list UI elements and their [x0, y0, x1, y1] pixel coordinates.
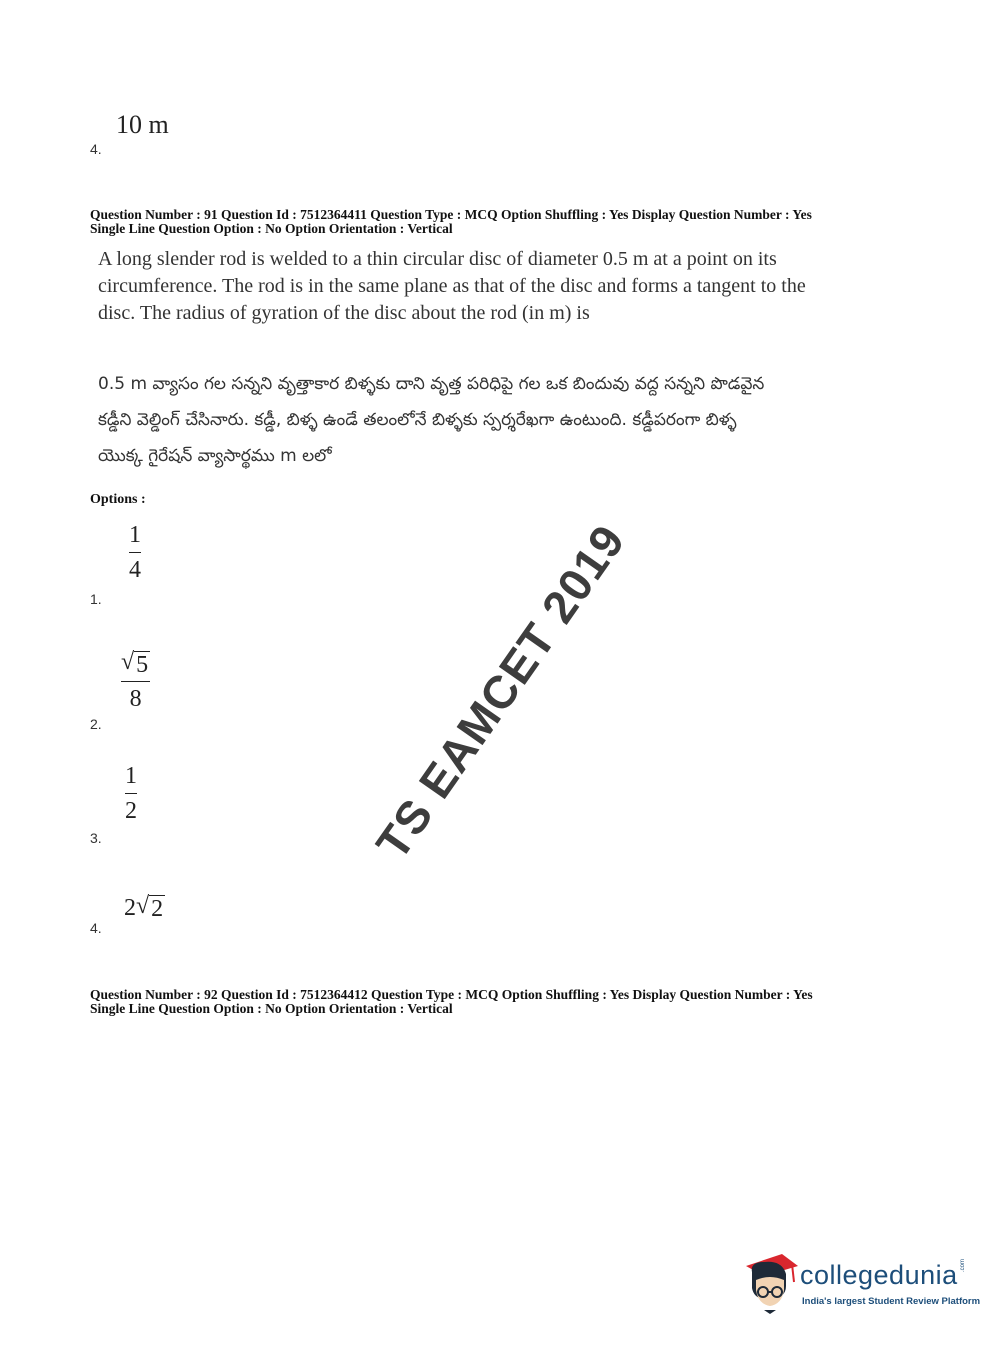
- q91-english-text: [98, 246, 898, 327]
- option-1-numerator: 1: [129, 522, 141, 548]
- option-2-fraction: [121, 648, 150, 713]
- option-3-number: 3.: [90, 830, 102, 846]
- option-3-fraction: [125, 762, 137, 825]
- sqrt-icon: √: [121, 649, 135, 675]
- q91-meta-line1: Question Number : 91 Question Id : 7512364411 Question Type : MCQ Option Shuffling : Yes Display Question Number : Yes: [90, 207, 812, 222]
- option-3-denominator: 2: [125, 798, 137, 824]
- option-2-radicand: 5: [136, 652, 149, 678]
- option-2-denominator: 8: [129, 686, 142, 712]
- option-4-number: 4.: [90, 920, 102, 936]
- option-2-number: 2.: [90, 716, 102, 732]
- q91-telugu-text: [98, 366, 898, 474]
- option-4-coefficient: 2: [124, 895, 136, 921]
- option-3-numerator: 1: [125, 763, 137, 789]
- option-1-denominator: 4: [129, 557, 141, 583]
- sqrt-icon: √: [136, 893, 150, 919]
- option-2-sqrt: [121, 648, 150, 678]
- q91-english-line: circumference. The rod is in the same plane as that of the disc and forms a tangent to the: [98, 275, 806, 297]
- q91-telugu-line: కడ్డీని వెల్డింగ్ చేసినారు. కడ్డీ, బిళ్ళ ఉండే తలంలోనే బిళ్ళకు స్పర్శరేఖగా ఉంటుంది. కడ్డీపరంగా బిళ్ళ: [98, 410, 737, 430]
- option-4-sqrt: [136, 892, 165, 922]
- logo-name: collegedunia: [800, 1260, 958, 1290]
- option-1-number: 1.: [90, 591, 102, 607]
- options-label: Options :: [90, 492, 146, 507]
- logo-tagline: India's largest Student Review Platform: [802, 1296, 981, 1307]
- collegedunia-logo: [742, 1252, 982, 1322]
- option-4-expression: [124, 892, 165, 922]
- prev-option-value: 10 m: [116, 110, 169, 139]
- prev-option-number: 4.: [90, 141, 102, 157]
- option-1-fraction: [129, 521, 141, 584]
- q91-english-line: disc. The radius of gyration of the disc about the rod (in m) is: [98, 302, 590, 324]
- q91-telugu-line: యొక్క గైరేషన్ వ్యాసార్థము m లలో: [98, 446, 332, 466]
- q91-meta-line2: Single Line Question Option : No Option Orientation : Vertical: [90, 221, 453, 236]
- option-4-radicand: 2: [151, 896, 164, 922]
- logo-dotcom: .com: [960, 1258, 966, 1272]
- mascot-icon: [742, 1252, 800, 1314]
- q92-meta-line1: Question Number : 92 Question Id : 7512364412 Question Type : MCQ Option Shuffling : Yes Display Question Number : Yes: [90, 987, 813, 1002]
- q91-telugu-line: 0.5 m వ్యాసం గల సన్నని వృత్తాకార బిళ్ళకు దాని వృత్త పరిధిపై గల ఒక బిందువు వద్ద సన్నని పొడవైన: [98, 374, 765, 394]
- q92-meta-line2: Single Line Question Option : No Option Orientation : Vertical: [90, 1001, 453, 1016]
- q91-english-line: A long slender rod is welded to a thin circular disc of diameter 0.5 m at a point on its: [98, 248, 777, 270]
- watermark: TS EAMCET 2019: [365, 515, 635, 869]
